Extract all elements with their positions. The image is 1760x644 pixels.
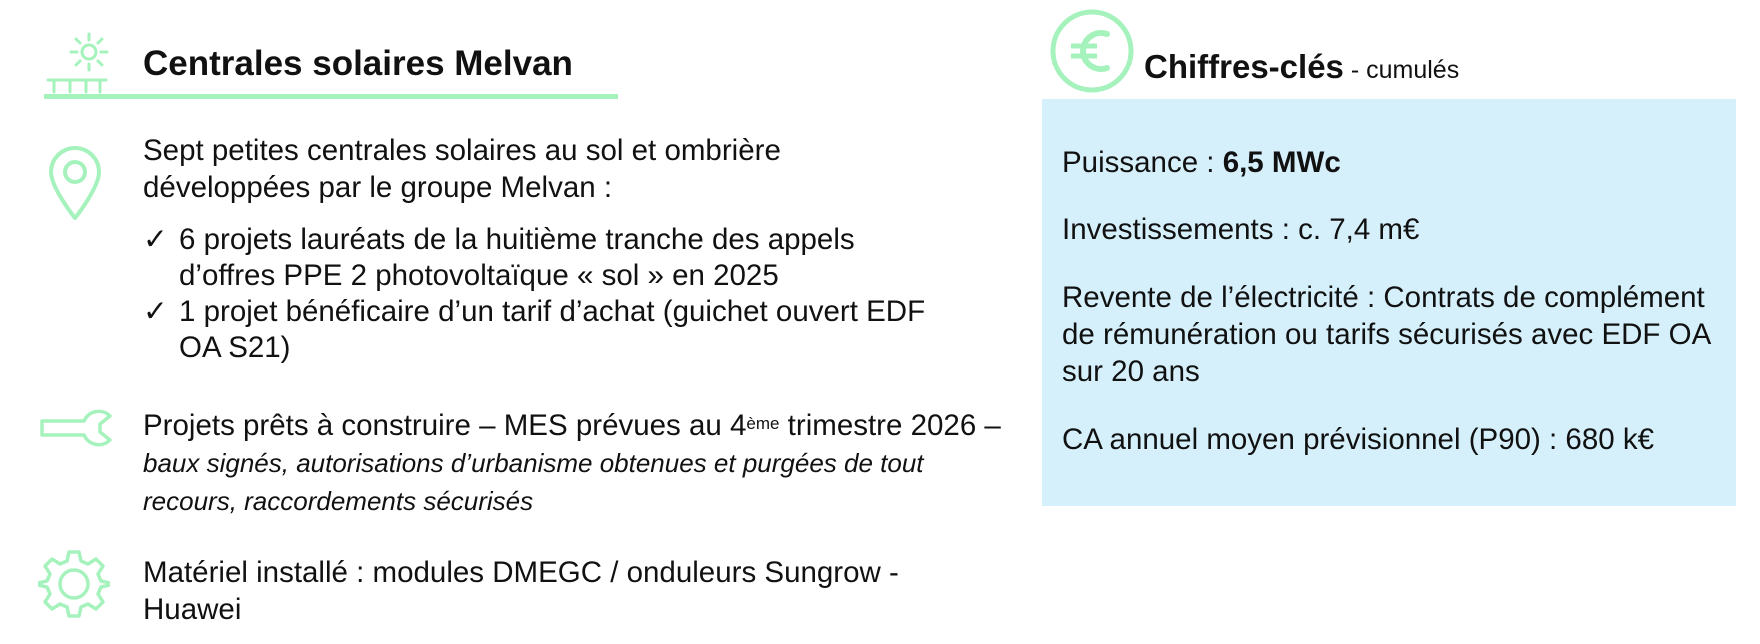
key-figure-power [1062,144,1722,181]
key-figures-box [1042,99,1736,506]
construction-main-text-continued: trimestre 2026 – [779,409,1001,442]
list-item-text: 6 projets lauréats de la huitième tranche des appels d’offres PPE 2 photovoltaïque « sol » en 2025 [179,223,855,292]
location-pin-icon [45,142,105,222]
key-figure-label: CA annuel moyen prévisionnel (P90) : 680 k€ [1062,423,1654,456]
check-list [143,222,943,366]
key-figure-label: Revente de l’électricité : Contrats de complément de rémunération ou tarifs sécurisés avec EDF OA sur 20 ans [1062,281,1710,388]
construction-paragraph [143,407,1013,520]
list-item [143,294,943,366]
section-title-key-figures [1144,48,1459,86]
gear-icon [38,548,110,620]
list-item-text: 1 projet bénéficaire d’un tarif d’achat (guichet ouvert EDF OA S21) [179,295,926,364]
construction-main-text: Projets prêts à construire – MES prévues au 4 [143,409,747,442]
superscript-text: ème [746,414,780,433]
key-figure-value: 6,5 MWc [1222,146,1341,179]
key-figure-electricity-sale [1062,279,1722,390]
key-figures-title: Chiffres-clés [1144,48,1344,85]
list-item [143,222,943,294]
key-figure-revenue [1062,421,1742,458]
construction-details: baux signés, autorisations d’urbanisme obtenues et purgées de tout recours, raccordements sécurisés [143,448,924,516]
section-title-solar-plants: Centrales solaires Melvan [143,44,573,83]
key-figure-investment [1062,211,1722,248]
solar-icon [44,30,114,98]
equipment-paragraph: Matériel installé : modules DMEGC / onduleurs Sungrow - Huawei [143,556,899,626]
checkmark-icon: ✓ [143,223,168,256]
wrench-icon [38,408,114,448]
key-figure-label: Investissements : c. 7,4 m€ [1062,213,1420,246]
title-underline [44,94,618,99]
key-figure-label: Puissance : [1062,146,1223,179]
checkmark-icon: ✓ [143,295,168,328]
euro-icon [1049,8,1135,94]
intro-paragraph: Sept petites centrales solaires au sol et ombrière développées par le groupe Melvan : [143,134,781,204]
key-figures-subtitle: - cumulés [1343,56,1460,84]
